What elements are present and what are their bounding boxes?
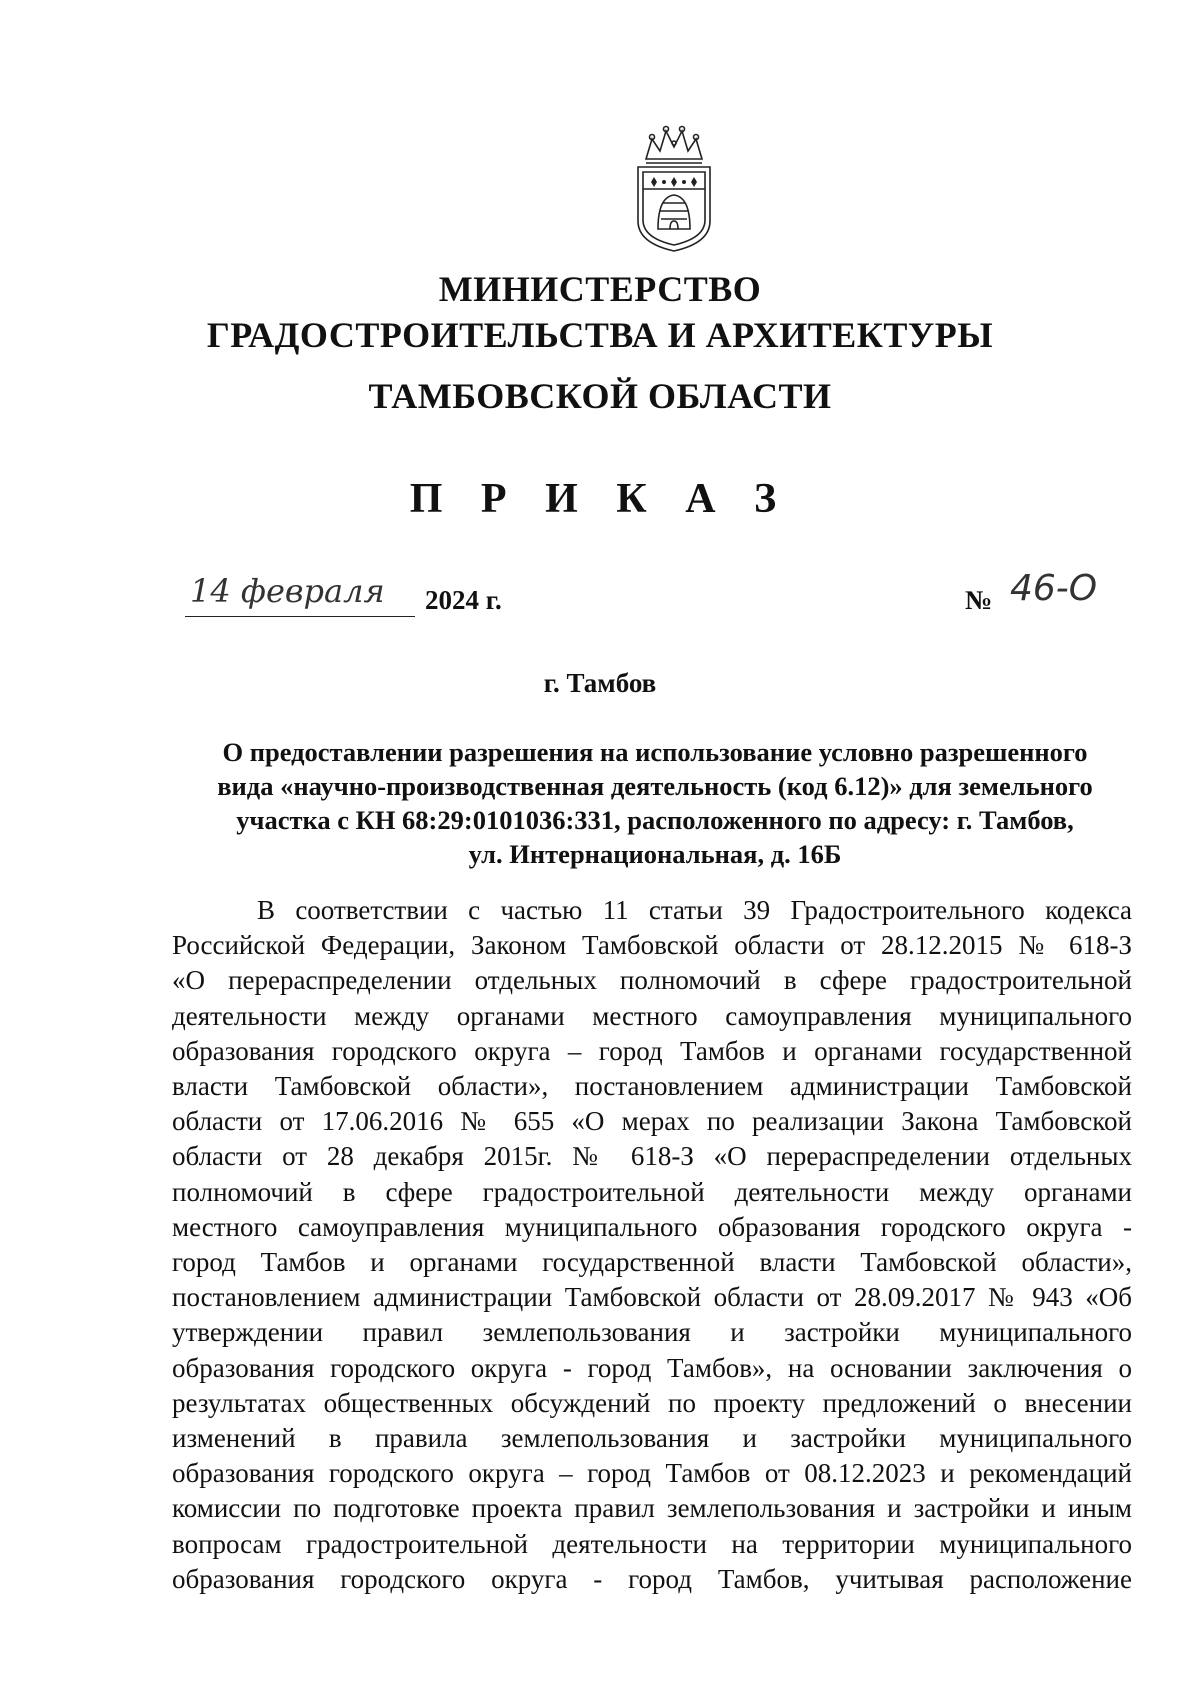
body-line: области от 28 декабря 2015г. № 618-З «О перераспределении отдельных — [172, 1141, 1132, 1172]
ministry-title-line3: ТАМБОВСКОЙ ОБЛАСТИ — [368, 376, 832, 416]
body-line: местного самоуправления муниципального образования городского округа - — [172, 1211, 1132, 1242]
order-body-text — [172, 893, 1132, 1597]
body-line: полномочий в сфере градостроительной деятельности между органами — [172, 1176, 1132, 1207]
city-name: г. Тамбов — [543, 668, 657, 698]
order-year: 2024 г. — [425, 585, 502, 615]
body-line: образования городского округа - город Тамбов», на основании заключения о — [172, 1352, 1132, 1383]
body-line: комиссии по подготовке проекта правил землепользования и застройки и иным — [172, 1493, 1132, 1524]
ministry-title-line2: ГРАДОСТРОИТЕЛЬСТВА И АРХИТЕКТУРЫ — [206, 315, 994, 355]
order-title: П Р И К А З — [409, 476, 791, 522]
body-line: постановлением администрации Тамбовской области от 28.09.2017 № 943 «Об — [172, 1282, 1132, 1313]
body-line: деятельности между органами местного самоуправления муниципального — [172, 1000, 1132, 1031]
coat-of-arms-icon — [628, 125, 720, 253]
subject-line: участка с КН 68:29:0101036:331, расположенного по адресу: г. Тамбов, — [236, 805, 1074, 835]
subject-line: О предоставлении разрешения на использование условно разрешенного — [222, 737, 1088, 767]
body-line: власти Тамбовской области», постановлением администрации Тамбовской — [172, 1071, 1132, 1102]
body-line: вопросам градостроительной деятельности на территории муниципального — [172, 1528, 1132, 1559]
body-line: образования городского округа – город Тамбов от 08.12.2023 и рекомендаций — [172, 1458, 1132, 1489]
body-line: утверждении правил землепользования и застройки муниципального — [172, 1317, 1132, 1348]
body-line: город Тамбов и органами государственной власти Тамбовской области», — [172, 1247, 1132, 1278]
number-sign: № — [965, 585, 993, 615]
body-line: образования городского округа – город Тамбов и органами государственной — [172, 1035, 1132, 1066]
ministry-title-line1: МИНИСТЕРСТВО — [438, 269, 762, 309]
subject-line: вида «научно-производственная деятельность (код 6.12)» для земельного — [217, 771, 1093, 801]
body-line: результатах общественных обсуждений по проекту предложений о внесении — [172, 1387, 1132, 1418]
body-line: «О перераспределении отдельных полномочий в сфере градостроительной — [172, 965, 1132, 996]
body-line: образования городского округа - город Тамбов, учитывая расположение — [172, 1563, 1132, 1594]
handwritten-order-number: 46-О — [1010, 568, 1098, 609]
body-line: области от 17.06.2016 № 655 «О мерах по реализации Закона Тамбовской — [172, 1106, 1132, 1137]
body-line: В соответствии с частью 11 статьи 39 Градостроительного кодекса — [257, 895, 1132, 925]
body-line: Российской Федерации, Законом Тамбовской области от 28.12.2015 № 618-З — [172, 930, 1132, 961]
handwritten-date: 14 февраля — [190, 572, 385, 610]
subject-line: ул. Интернациональная, д. 16Б — [468, 839, 842, 869]
order-subject — [180, 735, 1130, 871]
body-line: изменений в правила землепользования и застройки муниципального — [172, 1423, 1132, 1454]
